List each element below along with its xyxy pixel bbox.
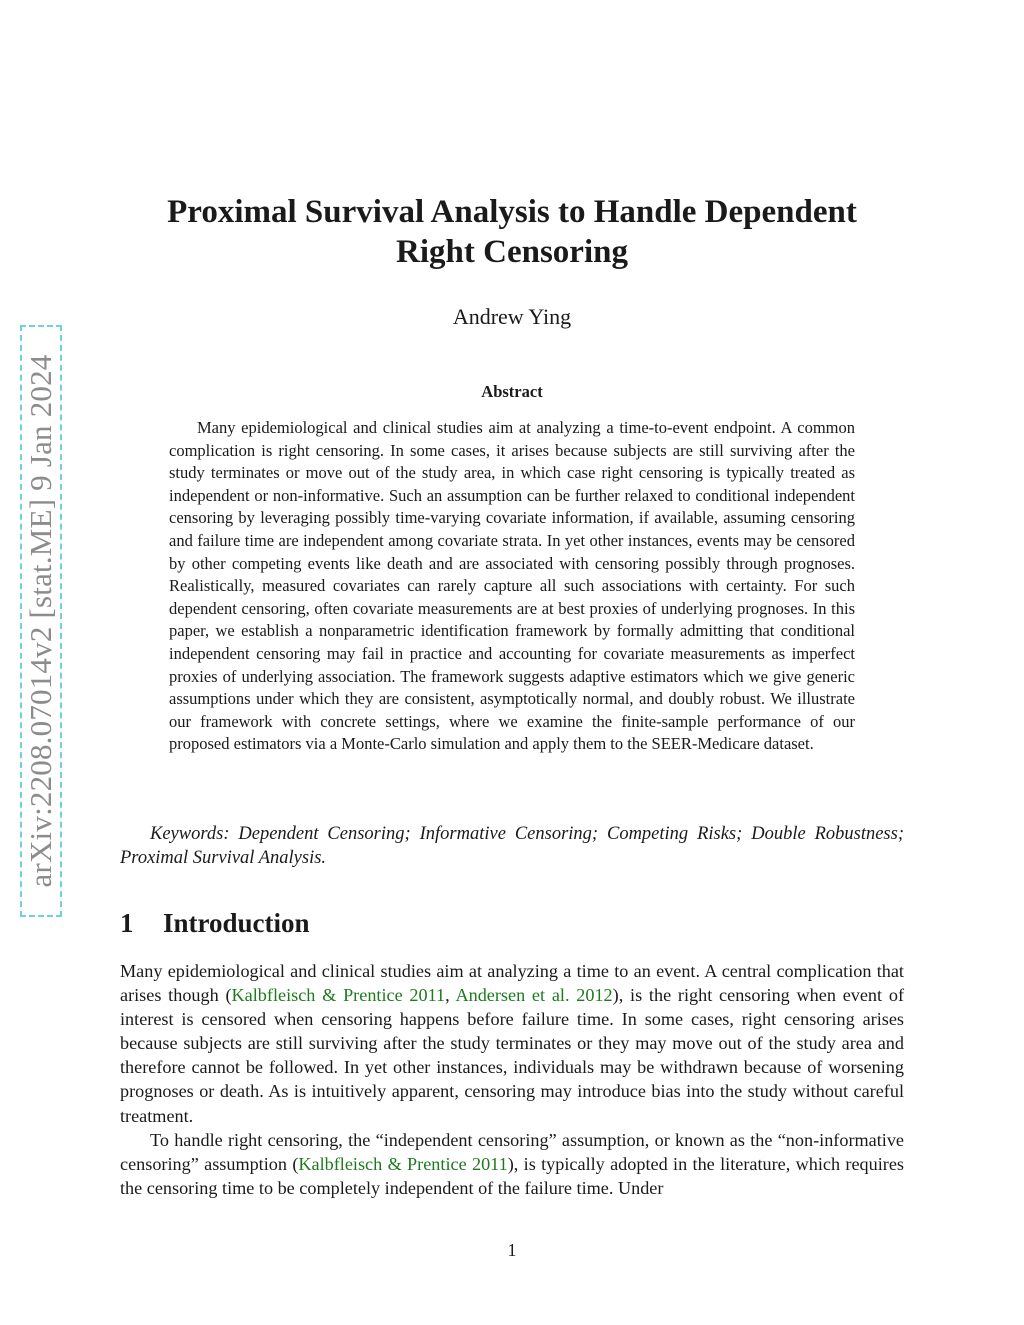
section-heading-introduction	[120, 905, 904, 941]
paragraph	[120, 1128, 904, 1200]
abstract-heading: Abstract	[481, 382, 543, 401]
introduction-body	[120, 959, 904, 1200]
paragraph-text: Many epidemiological and clinical studies aim at analyzing a time to an event. A central complication that arises though (	[120, 961, 904, 1006]
citation-link[interactable]: Andersen et al. 2012	[455, 985, 613, 1006]
paragraph	[120, 959, 904, 1128]
page-number: 1	[507, 1240, 517, 1260]
paper-title-line-1: Proximal Survival Analysis to Handle Dependent	[167, 194, 857, 230]
arxiv-stamp-text: arXiv:2208.07014v2 [stat.ME] 9 Jan 2024	[23, 354, 58, 888]
author-name: Andrew Ying	[452, 304, 572, 329]
section-title: Introduction	[163, 908, 310, 938]
paragraph-text: ,	[445, 985, 456, 1006]
paragraph-text: ), is typically adopted in the literature, which requires the censoring time to be completely independent of the failure time. Under	[120, 1153, 904, 1198]
paper-title-line-2: Right Censoring	[396, 234, 628, 270]
keywords: Keywords: Dependent Censoring; Informative Censoring; Competing Risks; Double Robustness; Proximal Survival Analysis.	[120, 824, 904, 868]
citation-link[interactable]: Kalbfleisch & Prentice 2011	[298, 1153, 508, 1174]
section-number: 1	[120, 908, 134, 938]
arxiv-stamp	[20, 325, 62, 917]
paragraph-text: ), is the right censoring when event of interest is censored when censoring happens before failure time. In some cases, right censoring arises because subjects are still surviving after the study terminates or they may move out of the study area and therefore cannot be followed. In yet other instances, individuals may be withdrawn because of worsening prognoses or death. As is intuitively apparent, censoring may introduce bias into the study without careful treatment.	[120, 985, 904, 1126]
abstract-text: Many epidemiological and clinical studies aim at analyzing a time-to-event endpoint. A common complication is right censoring. In some cases, it arises because subjects are still surviving after the study terminates or move out of the study area, in which case right censoring is typically treated as independent or non-informative. Such an assumption can be further relaxed to conditional independent censoring by leveraging possibly time-varying covariate information, if available, assuming censoring and failure time are independent among covariate strata. In yet other instances, events may be censored by other competing events like death and are associated with censoring possibly through prognoses. Realistically, measured covariates can rarely capture all such associations with certainty. For such dependent censoring, often covariate measurements are at best proxies of underlying prognoses. In this paper, we establish a nonparametric identification framework by formally admitting that conditional independent censoring may fail in practice and accounting for covariate measurements as imperfect proxies of underlying association. The framework suggests adaptive estimators which we give generic assumptions under which they are consistent, asymptotically normal, and doubly robust. We illustrate our framework with concrete settings, where we examine the finite-sample performance of our proposed estimators via a Monte-Carlo simulation and apply them to the SEER-Medicare dataset.	[169, 418, 855, 754]
citation-link[interactable]: Kalbfleisch & Prentice 2011	[231, 985, 446, 1006]
paper-title	[120, 192, 904, 272]
paragraph-text: To handle right censoring, the “independent censoring” assumption, or known as the “non-informative censoring” assumption (	[120, 1129, 904, 1174]
